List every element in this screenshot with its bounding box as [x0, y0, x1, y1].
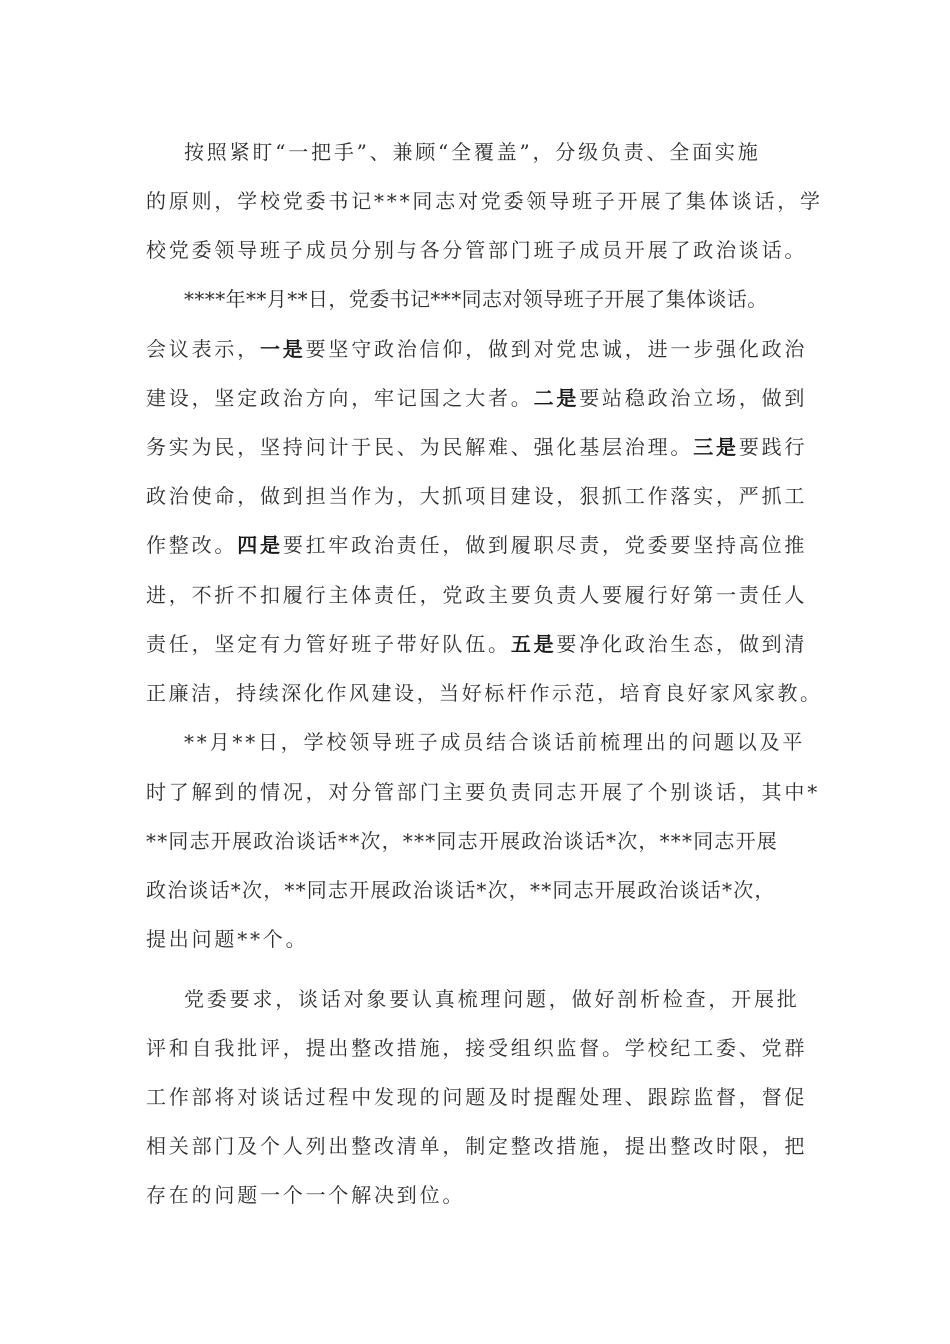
paragraph-2-line-9: 正廉洁，持续深化作风建设，当好标杆作示范，培育良好家风家教。 [146, 681, 823, 705]
paragraph-2-line-4: 务实为民，坚持问计于民、为民解难、强化基层治理。三是要践行 [146, 435, 808, 459]
paragraph-4-line-1: 党委要求，谈话对象要认真梳理问题，做好剖析检查，开展批 [184, 987, 800, 1011]
paragraph-2-line-7: 进，不折不扣履行主体责任，党政主要负责人要履行好第一责任人 [146, 583, 808, 607]
paragraph-1-line-3: 校党委领导班子成员分别与各分管部门班子成员开展了政治谈话。 [146, 238, 808, 262]
point-four-label: 四是 [237, 533, 283, 557]
paragraph-2-line-6: 作整改。四是要扛牢政治责任，做到履职尽责，党委要坚持高位推 [146, 533, 808, 557]
paragraph-4-line-4: 相关部门及个人列出整改清单，制定整改措施，提出整改时限，把 [146, 1134, 808, 1158]
point-two-label: 二是 [533, 386, 580, 410]
paragraph-4-line-5: 存在的问题一个一个解决到位。 [146, 1183, 466, 1207]
paragraph-2-line-5: 政治使命，做到担当作为，大抓项目建设，狠抓工作落实，严抓工 [146, 484, 808, 508]
paragraph-1-line-1: 按照紧盯“一把手”、兼顾“全覆盖”，分级负责、全面实施 [184, 140, 761, 164]
point-five-label: 五是 [510, 632, 557, 656]
paragraph-3-line-5: 提出问题**个。 [146, 927, 309, 951]
paragraph-3-line-2: 时了解到的情况，对分管部门主要负责同志开展了个别谈话，其中* [146, 780, 820, 804]
paragraph-4-line-3: 工作部将对谈话过程中发现的问题及时提醒处理、跟踪监督，督促 [146, 1085, 808, 1109]
paragraph-3-line-3: **同志开展政治谈话**次，***同志开展政治谈话*次，***同志开展 [146, 829, 778, 853]
point-one-label: 一是 [260, 337, 306, 361]
point-three-label: 三是 [693, 435, 739, 459]
paragraph-2-line-2: 会议表示，一是要坚守政治信仰，做到对党忠诚，进一步强化政治 [146, 337, 808, 361]
paragraph-2-line-1: ****年**月**日，党委书记***同志对领导班子开展了集体谈话。 [184, 287, 768, 311]
paragraph-3-line-1: **月**日，学校领导班子成员结合谈话前梳理出的问题以及平 [184, 730, 806, 754]
paragraph-4-line-2: 评和自我批评，提出整改措施，接受组织监督。学校纪工委、党群 [146, 1036, 808, 1060]
paragraph-2-line-3: 建设，坚定政治方向，牢记国之大者。二是要站稳政治立场，做到 [146, 386, 808, 410]
paragraph-1-line-2: 的原则，学校党委书记***同志对党委领导班子开展了集体谈话，学 [146, 189, 823, 213]
paragraph-3-line-4: 政治谈话*次，**同志开展政治谈话*次，**同志开展政治谈话*次， [146, 878, 776, 902]
paragraph-2-line-8: 责任，坚定有力管好班子带好队伍。五是要净化政治生态，做到清 [146, 632, 808, 656]
